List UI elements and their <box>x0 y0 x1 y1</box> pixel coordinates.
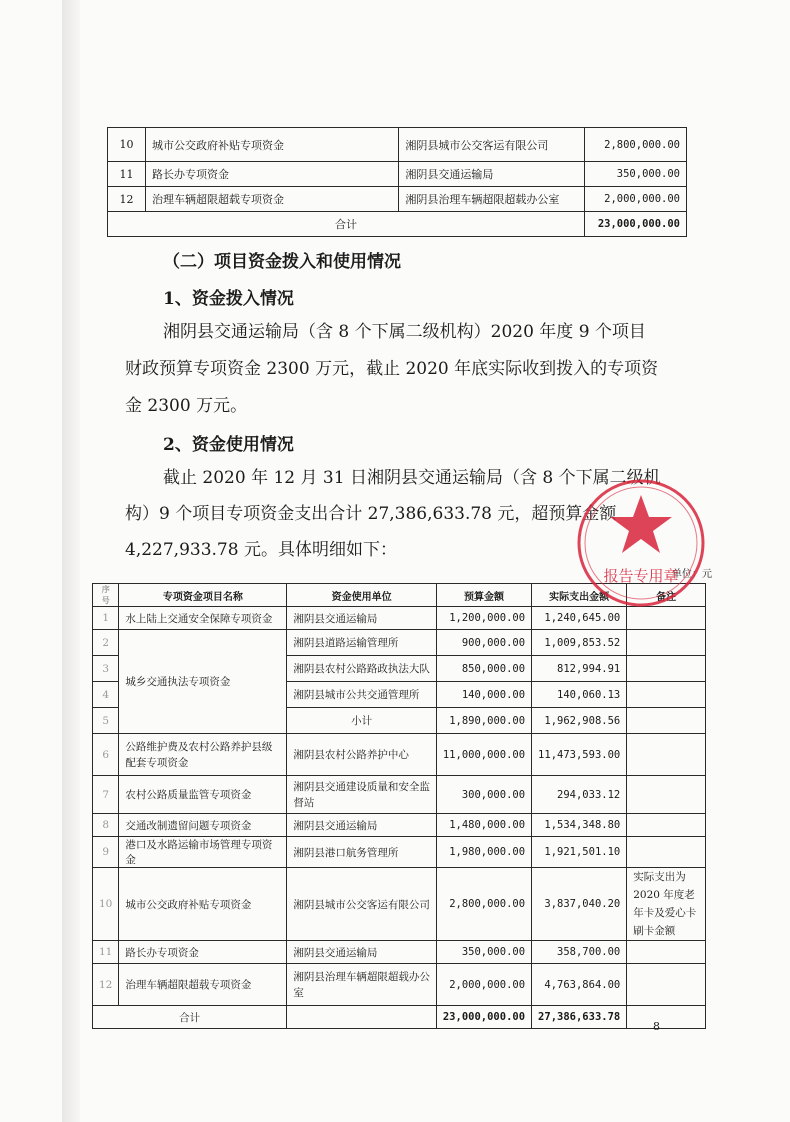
total-label: 合计 <box>93 1006 287 1029</box>
project-name: 路长办专项资金 <box>145 162 398 187</box>
paragraph-line: 截止 2020 年 12 月 31 日湘阴县交通运输局（含 8 个下属二级机 <box>163 468 661 488</box>
project-name: 交通改制遗留问题专项资金 <box>119 814 287 837</box>
total-actual: 27,386,633.78 <box>532 1006 627 1029</box>
note: 实际支出为 2020 年度老年卡及爱心卡刷卡金额 <box>627 868 706 941</box>
seal-stamp-icon <box>571 473 711 613</box>
row-no: 3 <box>93 656 119 682</box>
using-unit: 湘阴县农村公路养护中心 <box>287 734 437 776</box>
unit-note: 单位：元 <box>672 569 712 580</box>
paragraph-line: 构）9 个项目专项资金支出合计 27,386,633.78 元，超预算金额 <box>125 504 617 524</box>
amount: 2,000,000.00 <box>585 187 687 212</box>
using-unit: 湘阴县交通运输局 <box>287 814 437 837</box>
using-unit: 湘阴县城市公共交通管理所 <box>287 682 437 708</box>
row-no: 10 <box>93 868 119 941</box>
using-unit: 湘阴县治理车辆超限超载办公室 <box>287 964 437 1006</box>
actual: 294,033.12 <box>532 776 627 814</box>
budget: 2,800,000.00 <box>436 868 531 941</box>
row-no: 12 <box>108 187 146 212</box>
total-label: 合计 <box>108 212 585 237</box>
total-note <box>627 1006 706 1029</box>
amount: 350,000.00 <box>585 162 687 187</box>
row-no: 10 <box>108 128 146 162</box>
using-unit: 湘阴县治理车辆超限超载办公室 <box>399 187 585 212</box>
table-row <box>108 128 687 162</box>
table-row <box>93 868 706 941</box>
actual: 812,994.91 <box>532 656 627 682</box>
paragraph-line: 4,227,933.78 元。具体明细如下： <box>125 540 397 560</box>
using-unit: 湘阴县交通建设质量和安全监督站 <box>287 776 437 814</box>
actual: 3,837,040.20 <box>532 868 627 941</box>
amount: 2,800,000.00 <box>585 128 687 162</box>
row-no: 9 <box>93 837 119 868</box>
note <box>627 656 706 682</box>
budget: 900,000.00 <box>436 630 531 656</box>
table-row <box>108 162 687 187</box>
project-name: 路长办专项资金 <box>119 941 287 964</box>
bleed-through-edge <box>62 0 80 1122</box>
note <box>627 682 706 708</box>
total-empty <box>287 1006 437 1029</box>
note <box>627 814 706 837</box>
subsection-heading-2: 2、资金使用情况 <box>163 435 294 455</box>
project-name: 治理车辆超限超载专项资金 <box>145 187 398 212</box>
actual: 140,060.13 <box>532 682 627 708</box>
row-no: 4 <box>93 682 119 708</box>
actual: 1,921,501.10 <box>532 837 627 868</box>
header-unit: 资金使用单位 <box>287 584 437 607</box>
budget: 2,000,000.00 <box>436 964 531 1006</box>
row-no: 6 <box>93 734 119 776</box>
table-row <box>93 776 706 814</box>
budget: 140,000.00 <box>436 682 531 708</box>
header-actual: 实际支出金额 <box>532 584 627 607</box>
header-budget: 预算金额 <box>436 584 531 607</box>
subtotal-label: 小计 <box>287 708 437 734</box>
note <box>627 837 706 868</box>
note <box>627 941 706 964</box>
using-unit: 湘阴县港口航务管理所 <box>287 837 437 868</box>
budget: 850,000.00 <box>436 656 531 682</box>
budget: 1,890,000.00 <box>436 708 531 734</box>
project-name: 城市公交政府补贴专项资金 <box>145 128 398 162</box>
table-row <box>93 941 706 964</box>
budget: 11,000,000.00 <box>436 734 531 776</box>
actual: 1,962,908.56 <box>532 708 627 734</box>
actual: 1,240,645.00 <box>532 607 627 630</box>
project-name: 港口及水路运输市场管理专项资金 <box>119 837 287 868</box>
project-name: 水上陆上交通安全保障专项资金 <box>119 607 287 630</box>
total-amount: 23,000,000.00 <box>585 212 687 237</box>
using-unit: 湘阴县农村公路路政执法大队 <box>287 656 437 682</box>
total-budget: 23,000,000.00 <box>436 1006 531 1029</box>
table-row <box>93 814 706 837</box>
table-row <box>93 837 706 868</box>
note <box>627 630 706 656</box>
row-no: 8 <box>93 814 119 837</box>
table-row <box>93 734 706 776</box>
page-number: 8 <box>653 1020 660 1033</box>
row-no: 11 <box>93 941 119 964</box>
budget: 300,000.00 <box>436 776 531 814</box>
row-no: 12 <box>93 964 119 1006</box>
using-unit: 湘阴县城市公交客运有限公司 <box>287 868 437 941</box>
table-total-row <box>108 212 687 237</box>
budget: 1,980,000.00 <box>436 837 531 868</box>
budget-table-continued <box>107 127 687 237</box>
header-no: 序号 <box>93 584 119 607</box>
budget: 1,200,000.00 <box>436 607 531 630</box>
paragraph-line: 财政预算专项资金 2300 万元，截止 2020 年底实际收到拨入的专项资 <box>125 359 659 379</box>
project-name: 城市公交政府补贴专项资金 <box>119 868 287 941</box>
row-no: 2 <box>93 630 119 656</box>
using-unit: 湘阴县交通运输局 <box>287 941 437 964</box>
using-unit: 湘阴县道路运输管理所 <box>287 630 437 656</box>
detail-table <box>92 583 706 1029</box>
budget: 350,000.00 <box>436 941 531 964</box>
actual: 4,763,864.00 <box>532 964 627 1006</box>
paragraph-line: 金 2300 万元。 <box>125 396 248 416</box>
table-row <box>93 964 706 1006</box>
section-heading: （二）项目资金拨入和使用情况 <box>163 252 401 272</box>
table-row <box>93 630 706 656</box>
header-project: 专项资金项目名称 <box>119 584 287 607</box>
project-name: 农村公路质量监管专项资金 <box>119 776 287 814</box>
row-no: 11 <box>108 162 146 187</box>
project-name: 治理车辆超限超载专项资金 <box>119 964 287 1006</box>
project-name: 公路维护费及农村公路养护县级配套专项资金 <box>119 734 287 776</box>
table-row <box>108 187 687 212</box>
note <box>627 708 706 734</box>
header-note: 备注 <box>627 584 706 607</box>
note <box>627 776 706 814</box>
subsection-heading-1: 1、资金拨入情况 <box>163 289 294 309</box>
row-no: 1 <box>93 607 119 630</box>
actual: 358,700.00 <box>532 941 627 964</box>
budget: 1,480,000.00 <box>436 814 531 837</box>
actual: 1,534,348.80 <box>532 814 627 837</box>
table-total-row <box>93 1006 706 1029</box>
paragraph-line: 湘阴县交通运输局（含 8 个下属二级机构）2020 年度 9 个项目 <box>163 322 646 342</box>
project-name: 城乡交通执法专项资金 <box>119 630 287 734</box>
using-unit: 湘阴县交通运输局 <box>287 607 437 630</box>
stamp-label: 报告专用章 <box>603 567 679 585</box>
note <box>627 734 706 776</box>
actual: 1,009,853.52 <box>532 630 627 656</box>
actual: 11,473,593.00 <box>532 734 627 776</box>
row-no: 7 <box>93 776 119 814</box>
note <box>627 964 706 1006</box>
row-no: 5 <box>93 708 119 734</box>
using-unit: 湘阴县交通运输局 <box>399 162 585 187</box>
using-unit: 湘阴县城市公交客运有限公司 <box>399 128 585 162</box>
